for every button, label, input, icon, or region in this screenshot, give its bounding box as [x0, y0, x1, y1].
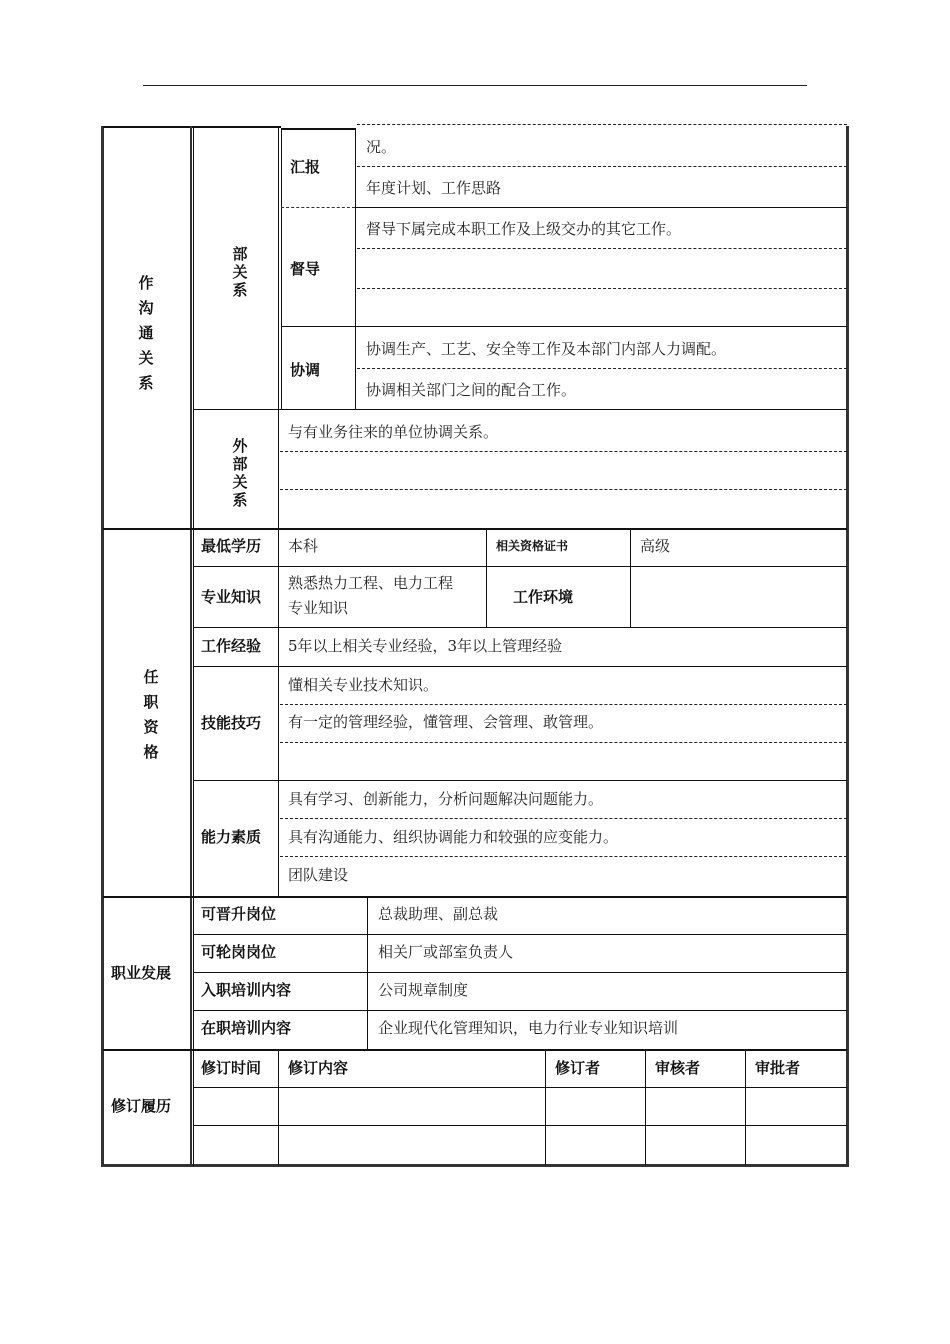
dash	[357, 166, 847, 167]
line	[193, 566, 847, 567]
coordinate-line-2: 协调相关部门之间的配合工作。	[366, 381, 577, 399]
revision-header-reviser: 修订者	[555, 1059, 601, 1077]
coordinate-line-1: 协调生产、工艺、安全等工作及本部门内部人力调配。	[366, 340, 727, 358]
external-line-1: 与有业务往来的单位协调关系。	[288, 423, 499, 441]
career-row-value-2: 公司规章制度	[378, 981, 469, 999]
line	[193, 126, 281, 128]
knowledge-value-1: 熟悉热力工程、电力工程	[288, 574, 454, 592]
dash	[280, 489, 847, 490]
dash	[280, 856, 847, 857]
supervise-label: 督导	[290, 260, 321, 278]
skills-line-2: 有一定的管理经验，懂管理、会管理、敢管理。	[288, 713, 604, 731]
line	[193, 780, 847, 781]
dash	[280, 742, 847, 743]
line	[281, 128, 282, 410]
certificate-label: 相关资格证书	[496, 539, 569, 553]
dash	[280, 704, 847, 705]
dash	[280, 818, 847, 819]
line	[745, 1049, 746, 1165]
knowledge-value-2: 专业知识	[288, 599, 349, 617]
dash	[357, 288, 847, 289]
line	[645, 1049, 646, 1165]
experience-value: 5年以上相关专业经验，3年以上管理经验	[288, 637, 563, 655]
experience-label: 工作经验	[201, 637, 262, 655]
ability-line-3: 团队建设	[288, 866, 349, 884]
career-row-value-1: 相关厂或部室负责人	[378, 943, 514, 961]
skills-label: 技能技巧	[201, 714, 262, 732]
line	[545, 1049, 546, 1165]
career-row-value-3: 企业现代化管理知识，电力行业专业知识培训	[378, 1019, 679, 1037]
environment-label: 工作环境	[513, 588, 574, 606]
line	[193, 1087, 847, 1088]
coordinate-label: 协调	[290, 361, 321, 379]
header-rule	[143, 85, 807, 86]
line	[278, 409, 279, 528]
report-line-1: 况。	[366, 138, 397, 156]
revision-section-label: 修订履历	[111, 1097, 172, 1115]
education-label: 最低学历	[201, 537, 262, 555]
career-row-label-1: 可轮岗岗位	[201, 943, 277, 961]
knowledge-label: 专业知识	[201, 588, 262, 606]
career-row-label-2: 入职培训内容	[201, 981, 292, 999]
dash	[357, 368, 847, 369]
dash	[357, 124, 847, 125]
line	[281, 128, 355, 130]
line	[193, 972, 847, 973]
line	[193, 1010, 847, 1011]
internal-relations-label: 部关系	[232, 245, 248, 299]
career-row-value-0: 总裁助理、副总裁	[378, 905, 499, 923]
comm-section-label: 作沟通关系	[138, 274, 154, 392]
line	[193, 934, 847, 935]
line	[278, 1049, 279, 1165]
line	[278, 528, 279, 897]
report-label: 汇报	[290, 158, 321, 176]
revision-header-approver: 审批者	[755, 1059, 801, 1077]
supervise-line-1: 督导下属完成本职工作及上级交办的其它工作。	[366, 220, 682, 238]
col-sep-1	[190, 126, 192, 1166]
career-section-label: 职业发展	[111, 964, 172, 982]
education-value: 本科	[288, 537, 319, 555]
ability-line-2: 具有沟通能力、组织协调能力和较强的应变能力。	[288, 828, 619, 846]
dash	[280, 451, 847, 452]
line	[630, 528, 631, 627]
line	[281, 326, 847, 327]
line	[193, 1125, 847, 1126]
line	[103, 1049, 847, 1051]
line	[281, 207, 355, 208]
career-row-label-3: 在职培训内容	[201, 1019, 292, 1037]
ability-label: 能力素质	[201, 828, 262, 846]
career-row-label-0: 可晋升岗位	[201, 905, 277, 923]
revision-header-content: 修订内容	[288, 1059, 349, 1077]
line	[193, 666, 847, 667]
external-relations-label: 外部关系	[232, 437, 248, 509]
line	[103, 528, 847, 530]
ability-line-1: 具有学习、创新能力，分析问题解决问题能力。	[288, 790, 604, 808]
line	[355, 128, 356, 410]
line	[355, 207, 847, 208]
skills-line-1: 懂相关专业技术知识。	[288, 676, 439, 694]
comm-section	[102, 126, 190, 528]
line	[103, 896, 847, 898]
line	[193, 409, 847, 410]
report-line-2: 年度计划、工作思路	[366, 179, 502, 197]
line	[193, 627, 847, 628]
certificate-value: 高级	[640, 537, 671, 555]
qual-section-label: 任职资格	[143, 668, 159, 761]
revision-header-date: 修订时间	[201, 1059, 262, 1077]
revision-header-reviewer: 审核者	[655, 1059, 701, 1077]
dash	[357, 248, 847, 249]
frame-bottom	[101, 1164, 848, 1167]
line	[486, 528, 487, 627]
line	[278, 128, 279, 410]
